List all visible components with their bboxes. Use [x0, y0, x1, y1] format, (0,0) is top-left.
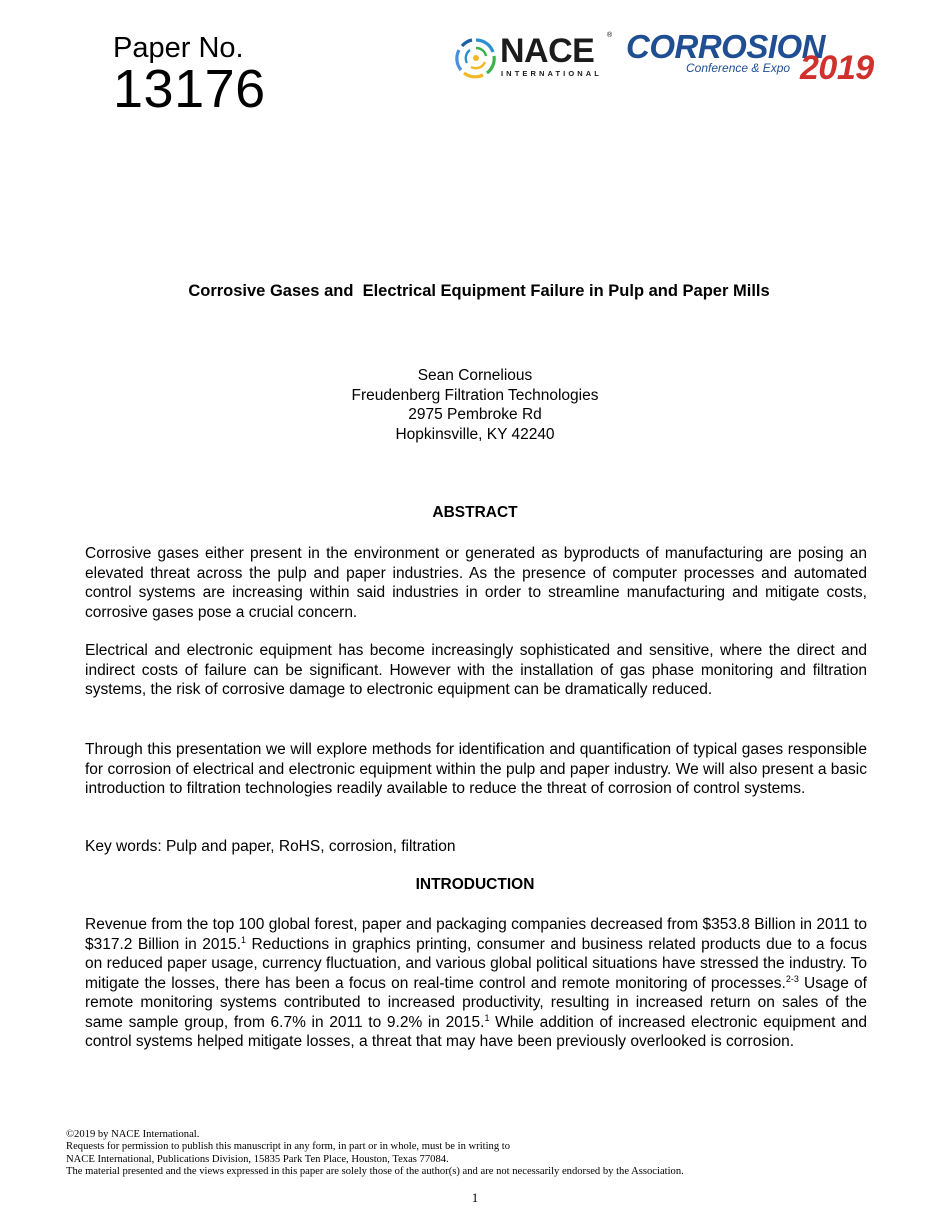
citation-ref: 1 — [484, 1012, 490, 1023]
intro-text-2: Reductions in graphics printing, consumer and business related products due to a focus on reduced paper usage, currency fluctuation, and various global political situations have stressed the industry. To mitigate the losses, there has been a focus on real-time control and remote monitoring of processes. — [85, 935, 867, 992]
abstract-paragraph-3: Through this presentation we will explore methods for identification and quantification of typical gases responsible for corrosion of electrical and electronic equipment within the pulp and paper industry. We will also present a basic introduction to filtration technologies readily available to reduce the threat of corrosion of control systems. — [85, 741, 867, 797]
disclaimer-line: The material presented and the views expressed in this paper are solely those of the author(s) and are not necessarily endorsed by the Association. — [66, 1166, 684, 1178]
paper-number-block — [113, 32, 266, 119]
citation-ref: 1 — [241, 934, 247, 945]
abstract-paragraph-2: Electrical and electronic equipment has become increasingly sophisticated and sensitive, where the direct and indirect costs of failure can be significant. However with the installation of gas phase monitoring and filtration systems, the risk of corrosive damage to electronic equipment can be dramatically reduced. — [85, 642, 867, 698]
page-number: 1 — [471, 1190, 479, 1205]
registered-mark: ® — [607, 32, 613, 39]
corrosion-2019-logo — [626, 30, 886, 86]
paper-number: 13176 — [113, 59, 266, 119]
author-street: 2975 Pembroke Rd — [408, 406, 542, 423]
nace-globe-icon — [454, 36, 498, 80]
intro-text-3: Usage of remote monitoring systems contributed to increased productivity, resulting in increased return on sales of the same sample group, from 6.7% in 2011 to 9.2% in 2015. — [85, 974, 867, 1031]
copyright-line: ©2019 by NACE International. — [66, 1129, 200, 1140]
conference-year: 2019 — [800, 49, 874, 87]
author-name: Sean Cornelious — [417, 367, 533, 384]
permission-line: Requests for permission to publish this manuscript in any form, in part or in whole, must be in writing to — [66, 1141, 511, 1153]
author-block — [0, 366, 950, 444]
nace-logo — [454, 34, 614, 80]
copyright-footer — [66, 1129, 936, 1179]
abstract-paragraph-1: Corrosive gases either present in the environment or generated as byproducts of manufacturing are posing an elevated threat across the pulp and paper industries. As the presence of computer processes and automated control systems are increasing within said industries in order to streamline manufacturing and mitigate costs, corrosive gases pose a crucial concern. — [85, 545, 867, 621]
intro-text-4: While addition of increased electronic equipment and control systems helped mitigate losses, a threat that may have been previously overlooked is corrosion. — [85, 1013, 867, 1050]
abstract-heading: ABSTRACT — [432, 504, 518, 521]
conference-expo-text: Conference & Expo — [686, 61, 791, 75]
introduction-heading: INTRODUCTION — [415, 876, 535, 893]
introduction-paragraph — [85, 915, 867, 1052]
paper-number-label: Paper No. — [113, 32, 244, 64]
address-line: NACE International, Publications Division, 15835 Park Ten Place, Houston, Texas 77084. — [66, 1153, 449, 1165]
citation-ref: 2-3 — [785, 973, 799, 984]
intro-text-1: Revenue from the top 100 global forest, paper and packaging companies decreased from $353.8 Billion in 2011 to $317.2 Billion in 2015. — [85, 916, 867, 953]
corrosion-wordmark: CORROSION — [626, 28, 826, 65]
author-affiliation: Freudenberg Filtration Technologies — [351, 386, 599, 404]
paper-title: Corrosive Gases and Electrical Equipment Failure in Pulp and Paper Mills — [188, 282, 770, 300]
nace-international-text: INTERNATIONAL — [501, 69, 602, 78]
author-city: Hopkinsville, KY 42240 — [395, 425, 555, 443]
nace-wordmark: NACE — [500, 32, 595, 70]
keywords: Key words: Pulp and paper, RoHS, corrosion, filtration — [85, 838, 456, 855]
